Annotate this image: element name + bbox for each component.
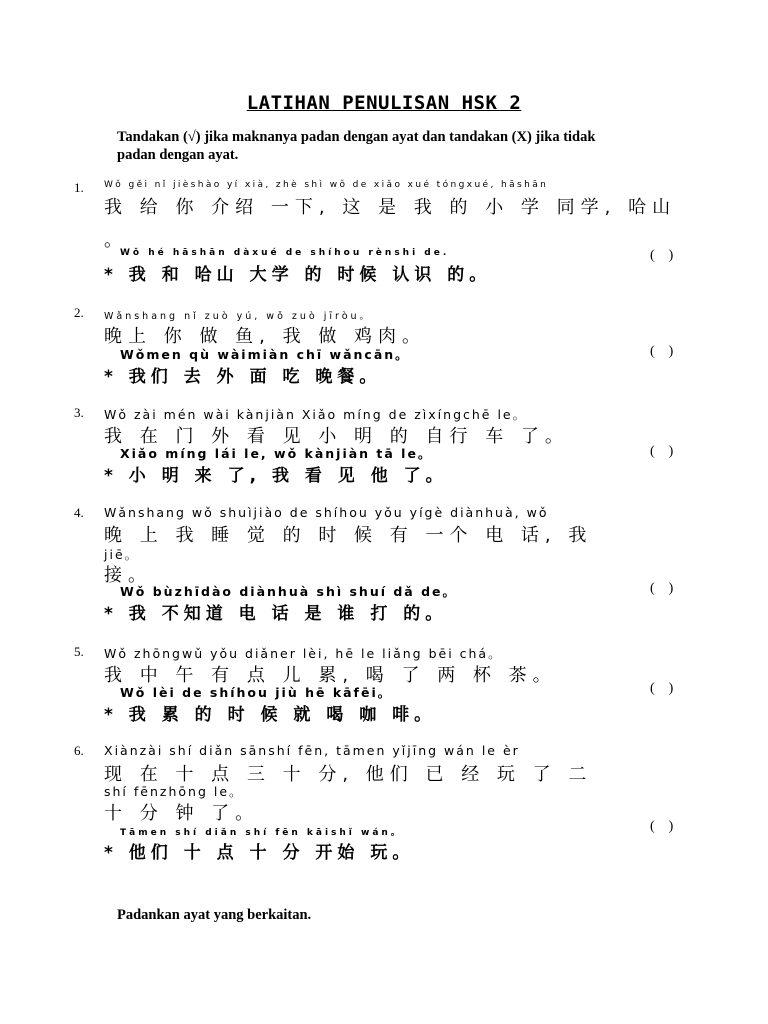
answer-checkbox[interactable]: ( ) xyxy=(650,681,674,696)
item-number: 6. xyxy=(74,743,84,758)
answer-pinyin: Xiǎo míng lái le, wǒ kànjiàn tā le。 xyxy=(120,446,433,461)
answer-hanzi: * 小 明 来 了, 我 看 见 他 了。 xyxy=(104,466,448,486)
answer-hanzi: * 我们 去 外 面 吃 晚餐。 xyxy=(104,367,382,387)
item-number: 4. xyxy=(74,505,84,520)
item-number: 1. xyxy=(74,180,84,195)
answer-pinyin: Wǒ bùzhīdào diànhuà shì shuí dǎ de。 xyxy=(120,584,458,599)
item-number: 3. xyxy=(74,405,84,420)
answer-hanzi: * 我 不知道 电 话 是 谁 打 的。 xyxy=(104,604,448,624)
answer-checkbox[interactable]: ( ) xyxy=(650,581,674,596)
answer-pinyin: Wǒmen qù wàimiàn chī wǎncān。 xyxy=(120,347,410,362)
answer-checkbox[interactable]: ( ) xyxy=(650,248,674,263)
item-number: 2. xyxy=(74,305,84,320)
answer-checkbox[interactable]: ( ) xyxy=(650,344,674,359)
question-hanzi: 晚上 你 做 鱼, 我 做 鸡肉。 xyxy=(104,326,427,347)
answer-hanzi: * 他们 十 点 十 分 开始 玩。 xyxy=(104,843,415,863)
question-pinyin: Wǒ zài mén wài kànjiàn Xiǎo míng de zìxíngchē le。 xyxy=(104,407,528,422)
answer-pinyin: Tāmen shí diǎn shí fēn kāishǐ wán。 xyxy=(120,828,403,838)
question-pinyin: Xiànzài shí diǎn sānshí fēn, tāmen yǐjīng wán le èr xyxy=(104,743,520,758)
question-hanzi: 我 在 门 外 看 见 小 明 的 自行 车 了。 xyxy=(104,426,569,447)
question-hanzi: 我 中 午 有 点 儿 累, 喝 了 两 杯 茶。 xyxy=(104,665,557,686)
page-title: LATIHAN PENULISAN HSK 2 xyxy=(246,92,522,114)
section-heading: Padankan ayat yang berkaitan. xyxy=(117,907,312,923)
answer-pinyin: Wǒ hé hāshān dàxué de shíhou rènshi de. xyxy=(120,248,450,258)
question-pinyin-continued: jiē。 xyxy=(104,547,140,562)
question-pinyin: Wǎnshang wǒ shuìjiào de shíhou yǒu yígè diànhuà, wǒ xyxy=(104,505,549,520)
answer-hanzi: * 我 和 哈山 大学 的 时候 认识 的。 xyxy=(104,265,492,285)
question-hanzi-continued: 接。 xyxy=(104,565,152,586)
instruction-text: Tandakan (√) jika maknanya padan dengan ayat dan tandakan (X) jika tidak padan dengan ayat. xyxy=(117,129,596,163)
question-hanzi-continued: 。 xyxy=(104,230,128,251)
question-hanzi: 现 在 十 点 三 十 分, 他们 已 经 玩 了 二 xyxy=(104,764,593,785)
answer-pinyin: Wǒ lèi de shíhou jiù hē kāfēi。 xyxy=(120,685,393,700)
question-pinyin-continued: shí fēnzhōng le。 xyxy=(104,784,244,799)
question-hanzi: 晚 上 我 睡 觉 的 时 候 有 一个 电 话, 我 xyxy=(104,525,593,546)
answer-checkbox[interactable]: ( ) xyxy=(650,819,674,834)
question-pinyin: Wǎnshang nǐ zuò yú, wǒ zuò jīròu。 xyxy=(104,311,373,322)
item-number: 5. xyxy=(74,644,84,659)
answer-checkbox[interactable]: ( ) xyxy=(650,444,674,459)
question-pinyin: Wǒ zhōngwǔ yǒu diǎner lèi, hē le liǎng bēi chá。 xyxy=(104,646,503,661)
question-hanzi: 我 给 你 介绍 一下, 这 是 我 的 小 学 同学, 哈山 xyxy=(104,197,677,218)
answer-hanzi: * 我 累 的 时 候 就 喝 咖 啡。 xyxy=(104,705,437,725)
question-hanzi-continued: 十 分 钟 了。 xyxy=(104,803,260,824)
question-pinyin: Wǒ gěi nǐ jièshào yí xià, zhè shì wǒ de xiǎo xué tóngxué, hāshān xyxy=(104,180,549,190)
